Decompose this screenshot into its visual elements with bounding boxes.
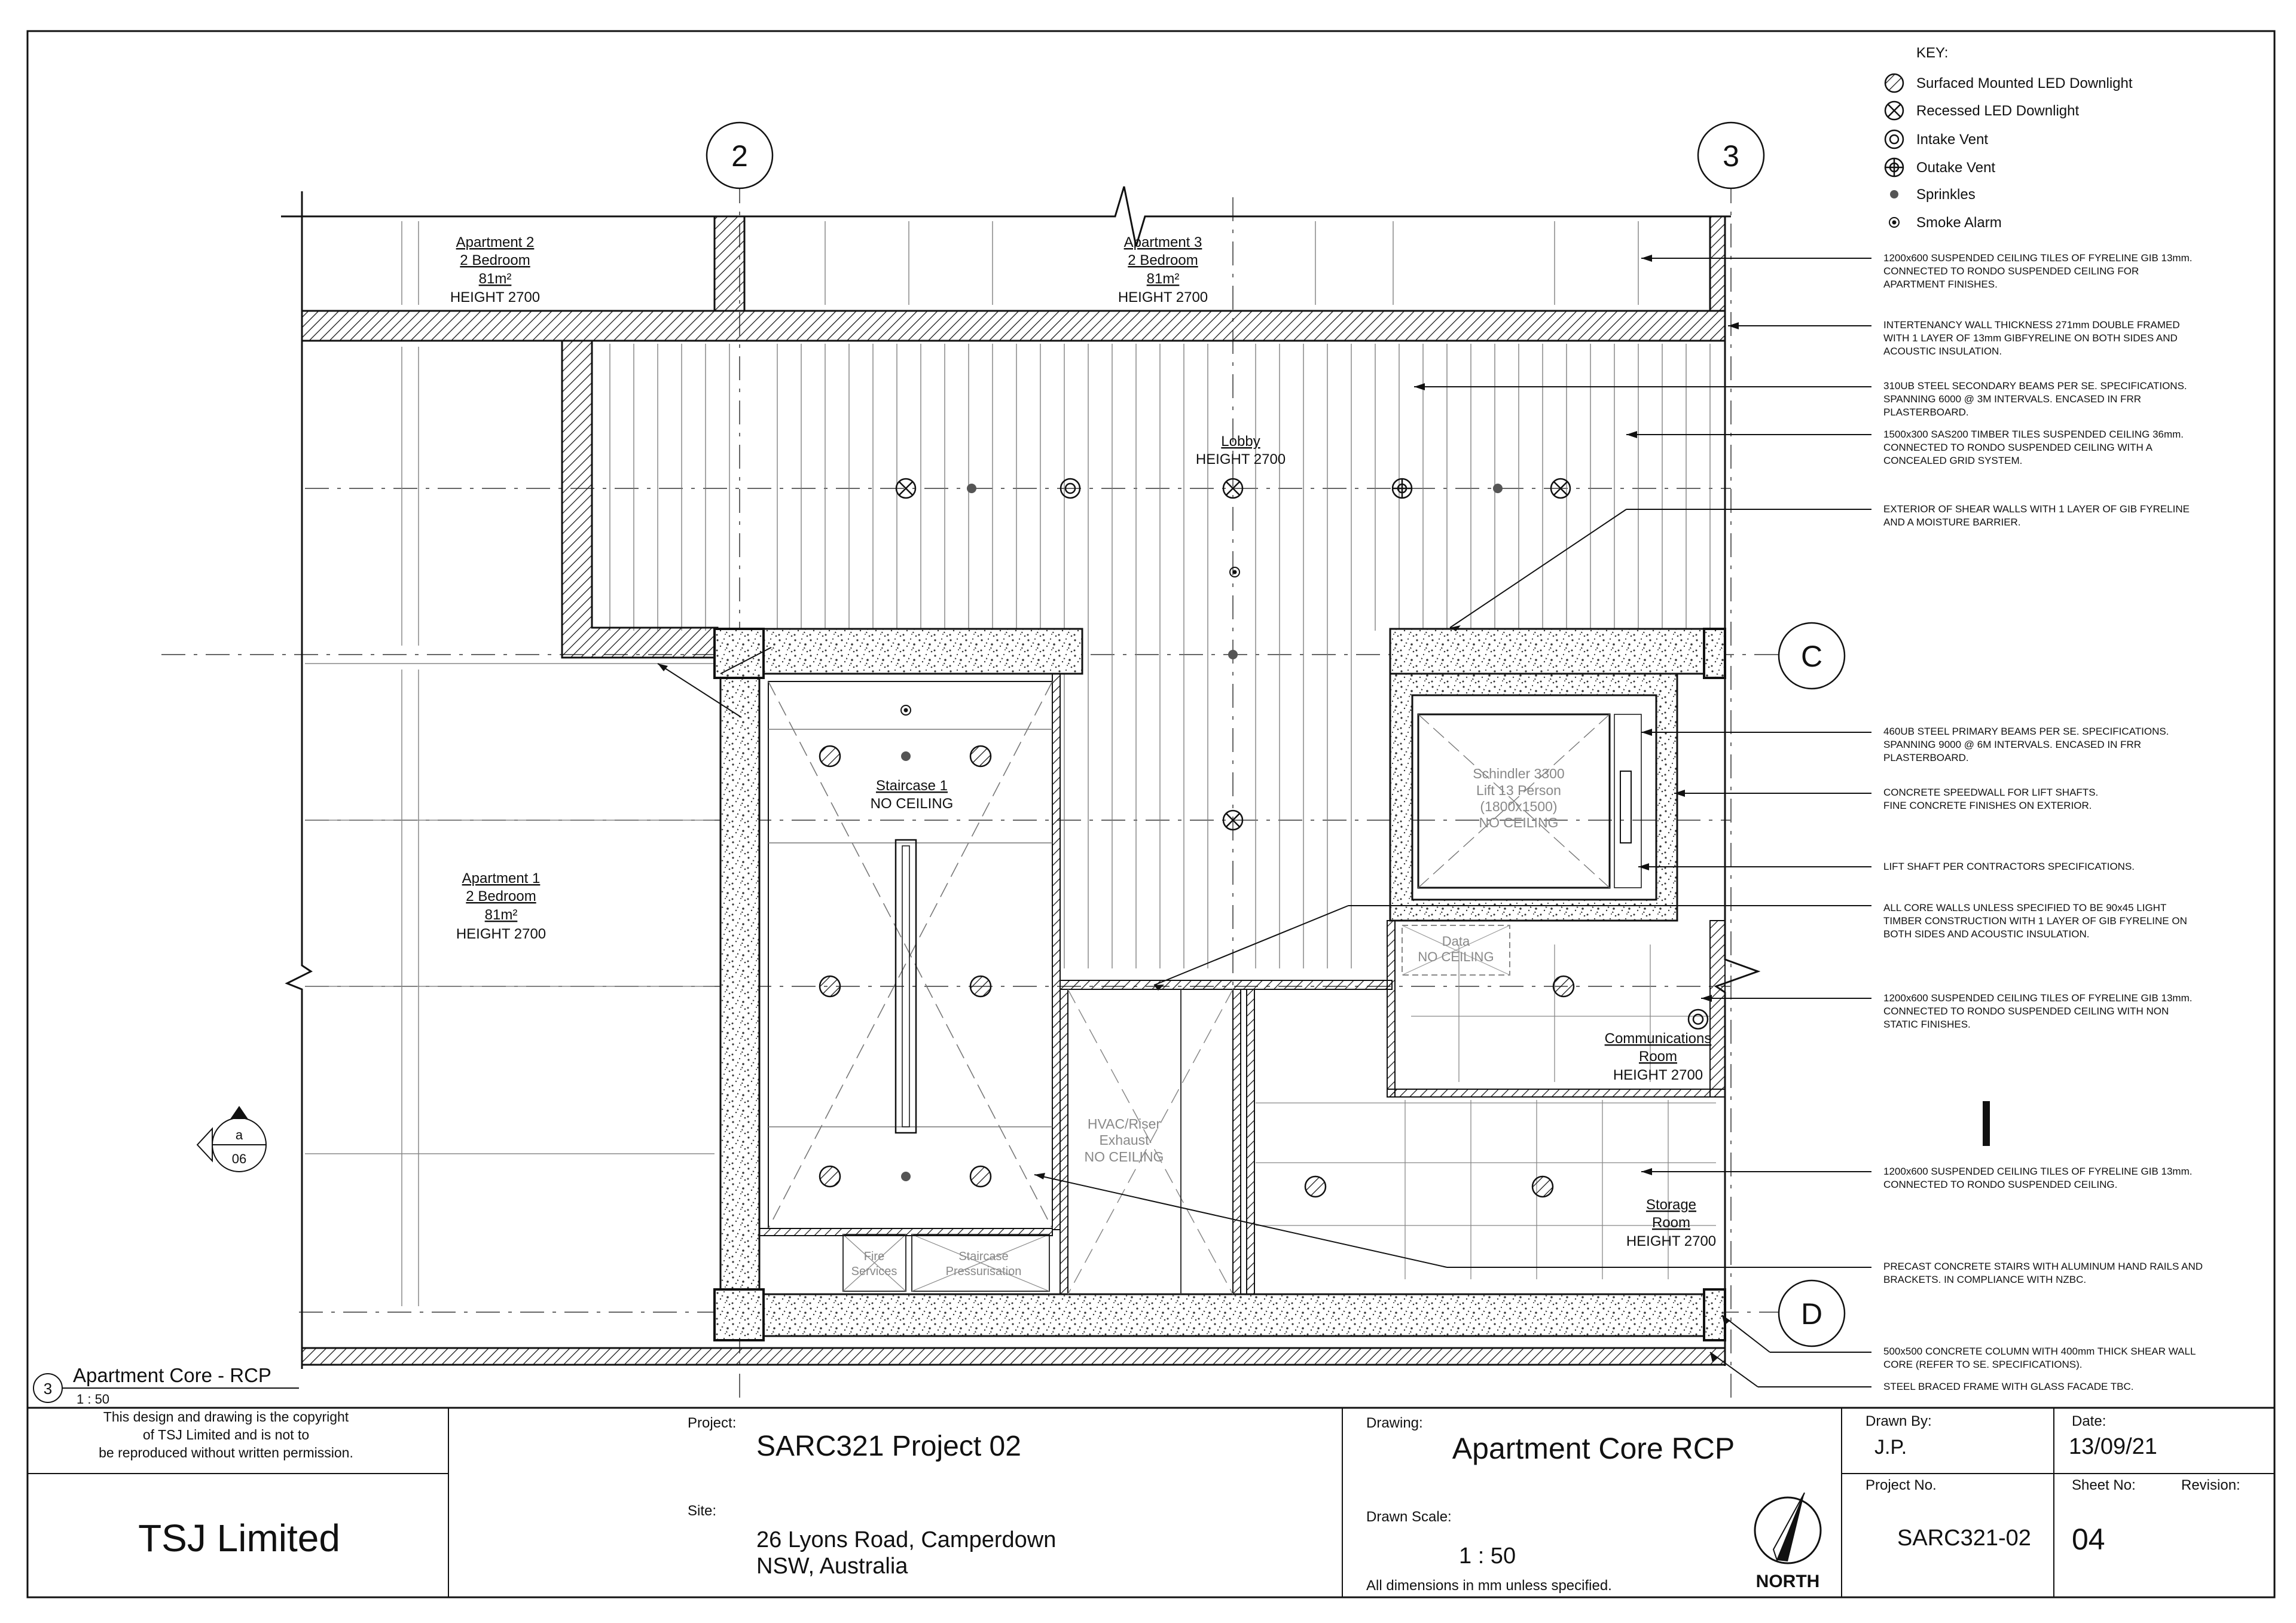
sprinkle-icon [1890,190,1898,198]
surface-led-icon [970,746,991,766]
staircase-inner-wall-right [1052,674,1060,1230]
section-marker-bottom: 06 [231,1151,247,1166]
room-line: Room [1651,1215,1691,1231]
sprinkle-icon [967,484,976,493]
grid-bubble-3-label: 3 [1723,139,1739,173]
note-line: 310UB STEEL SECONDARY BEAMS PER SE. SPECIFICATIONS. [1883,380,2187,392]
surface-led-icon [820,746,840,766]
legend-label: Sprinkles [1916,187,1976,203]
drawing-name: Apartment Core RCP [1452,1432,1735,1465]
copyright-line: This design and drawing is the copyright [103,1409,349,1425]
note-line: PLASTERBOARD. [1883,752,1969,763]
room-label-storage [1626,1197,1716,1249]
title-block [28,1408,2274,1597]
core-wall-bottom [715,1294,1707,1336]
room-label-lobby [1196,433,1286,467]
storage-grid [1256,945,1716,1279]
note-line: SPANNING 6000 @ 3M INTERVALS. ENCASED IN FRR [1883,393,2142,405]
floor-plan [161,123,1990,1405]
room-line: NO CEILING [870,796,954,812]
project-name: SARC321 Project 02 [756,1431,1021,1462]
grid-bubble-2-label: 2 [731,139,748,173]
note-line: WITH 1 LAYER OF 13mm GIBFYRELINE ON BOTH SIDES AND [1883,332,2178,344]
north-arrow-icon [1755,1493,1821,1563]
room-line: Room [1638,1049,1678,1065]
staircase-diagonals [768,681,1052,1228]
surface-led-icon [1553,976,1574,997]
note-line: 1500x300 SAS200 TIMBER TILES SUSPENDED CEILING 36mm. [1883,429,2184,440]
scale-value: 1 : 50 [1459,1543,1516,1569]
stair-wall-top [715,629,1082,674]
site-line2: NSW, Australia [756,1554,908,1579]
smoke-alarm-icon [1230,567,1239,577]
legend-row [1885,130,1988,148]
sheet-value: 04 [2072,1523,2105,1556]
note-line: 460UB STEEL PRIMARY BEAMS PER SE. SPECIFICATIONS. [1883,726,2169,737]
note-line: PRECAST CONCRETE STAIRS WITH ALUMINUM HAND RAILS AND [1883,1261,2203,1272]
intake-vent-icon [1689,1010,1708,1029]
legend-title: KEY: [1916,45,1949,61]
break-line-left [287,956,311,1369]
hvac-wall-left [1060,989,1068,1294]
note-line: FINE CONCRETE FINISHES ON EXTERIOR. [1883,800,2092,811]
room-line: Services [851,1265,897,1278]
note-line: STEEL BRACED FRAME WITH GLASS FACADE TBC. [1883,1381,2134,1392]
legend-row [1885,74,2133,92]
room-line: 81m² [478,271,512,287]
grid-bubble-d [1779,1280,1845,1346]
intertenancy-wall-col3 [1710,216,1725,311]
intake-vent-icon [1885,130,1903,148]
note-line: APARTMENT FINISHES. [1883,279,1998,290]
sprinkle-icon [1228,650,1238,659]
room-label-apartment-2 [450,234,540,305]
room-label-apartment-1 [456,870,546,942]
legend [1885,45,2133,231]
comms-wall-right [1710,921,1725,1097]
room-name: Communications [1604,1031,1712,1047]
note-line: ALL CORE WALLS UNLESS SPECIFIED TO BE 90x45 LIGHT [1883,902,2167,913]
section-marker [197,1106,266,1172]
comms-wall-left [1387,921,1395,1097]
note-line: 1200x600 SUSPENDED CEILING TILES OF FYRELINE GIB 13mm. [1883,1166,2193,1177]
legend-row [1885,158,1995,176]
sprinkle-icon [901,751,911,761]
note-line: BRACKETS. IN COMPLIANCE WITH NZBC. [1883,1274,2087,1285]
north-label: NORTH [1755,1572,1820,1591]
room-line: NO CEILING [1418,949,1494,964]
lift-wall-top [1390,629,1725,674]
intertenancy-wall-top [302,311,1725,341]
project-no-label: Project No. [1866,1477,1937,1493]
room-line: 81m² [1146,271,1180,287]
room-line: HEIGHT 2700 [1195,451,1286,467]
note-line: CORE (REFER TO SE. SPECIFICATIONS). [1883,1359,2083,1370]
room-label-hvac [1085,1116,1164,1164]
room-line: 2 Bedroom [1128,252,1198,268]
intake-vent-fixtures [1061,479,1708,1029]
hvac-wall-right [1233,989,1241,1294]
legend-label: Recessed LED Downlight [1916,103,2080,119]
room-name: Data [1442,934,1470,949]
note-line: BOTH SIDES AND ACOUSTIC INSULATION. [1883,928,2090,940]
room-line: HEIGHT 2700 [456,926,546,942]
smoke-alarm-icon [901,705,911,715]
note-line: TIMBER CONSTRUCTION WITH 1 LAYER OF GIB FYRELINE ON [1883,915,2187,927]
storage-wall-left [1247,989,1254,1294]
date-value: 13/09/21 [2069,1434,2157,1459]
column-c2 [715,629,764,678]
drawn-by-value: J.P. [1874,1436,1907,1459]
apartment1-wall [562,341,718,658]
section-cut-marker [1983,1101,1990,1146]
room-line: Lift 13 Person [1476,783,1561,798]
drawn-by-label: Drawn By: [1866,1413,1932,1429]
note-line: CONNECTED TO RONDO SUSPENDED CEILING WITH NON [1883,1005,2169,1017]
stair-wall-left [720,674,759,1301]
room-name: Fire [863,1250,885,1263]
apartment-grid [305,221,1638,1306]
room-line: HEIGHT 2700 [1613,1067,1703,1083]
project-label: Project: [688,1415,737,1431]
copyright-line: be reproduced without written permission. [99,1445,353,1460]
room-line: Exhaust [1099,1132,1149,1148]
note-line: STATIC FINISHES. [1883,1019,1971,1030]
sprinkle-icon [1493,484,1503,493]
legend-label: Smoke Alarm [1916,215,2002,231]
notes [1883,252,2203,1392]
note-line: INTERTENANCY WALL THICKNESS 271mm DOUBLE FRAMED [1883,319,2180,331]
legend-row [1885,102,2079,120]
column-d2 [715,1289,764,1340]
note-line: CONNECTED TO RONDO SUSPENDED CEILING. [1883,1179,2118,1190]
column-c3 [1704,629,1725,678]
view-title [33,1364,299,1407]
room-name: Staircase [958,1250,1009,1263]
room-name: Storage [1645,1197,1697,1213]
room-name: Schindler 3300 [1473,766,1565,781]
sheet-label: Sheet No: [2072,1477,2136,1493]
drawing-label: Drawing: [1366,1415,1423,1431]
dims-note: All dimensions in mm unless specified. [1366,1578,1612,1594]
room-line: 2 Bedroom [466,888,536,904]
room-name: Staircase 1 [875,778,948,794]
legend-label: Outake Vent [1916,160,1996,176]
project-no-value: SARC321-02 [1897,1526,2031,1551]
note-line: 500x500 CONCRETE COLUMN WITH 400mm THICK SHEAR WALL [1883,1346,2196,1357]
surface-led-icon [820,976,840,997]
room-label-apartment-3 [1118,234,1208,305]
legend-row [1889,215,2002,231]
grid-bubble-2 [707,123,773,188]
note-arrowheads [658,255,1739,1362]
room-name: Apartment 1 [462,870,541,887]
site-label: Site: [688,1503,717,1519]
view-scale: 1 : 50 [77,1392,110,1407]
smoke-alarm-icon [1889,218,1899,227]
room-line: (1800x1500) [1480,799,1558,814]
note-line: LIFT SHAFT PER CONTRACTORS SPECIFICATIONS. [1883,861,2135,872]
grid-bubble-3 [1698,123,1764,188]
room-line: HEIGHT 2700 [450,289,541,305]
copyright-line: of TSJ Limited and is not to [142,1427,310,1442]
revision-label: Revision: [2181,1477,2240,1493]
recessed-led-icon [1885,102,1903,120]
note-line: CONCRETE SPEEDWALL FOR LIFT SHAFTS. [1883,787,2099,798]
hvac-wall-top [1060,980,1392,989]
scale-label: Drawn Scale: [1366,1509,1452,1525]
room-name: Lobby [1221,433,1260,450]
note-line: 1200x600 SUSPENDED CEILING TILES OF FYRELINE GIB 13mm. [1883,992,2193,1004]
room-name: HVAC/Riser [1087,1116,1161,1132]
legend-label: Surfaced Mounted LED Downlight [1916,75,2133,91]
surface-led-icon [820,1166,840,1187]
outtake-vent-icon [1393,479,1412,498]
room-line: 81m² [484,907,518,923]
date-label: Date: [2072,1413,2106,1429]
room-name: Apartment 3 [1123,234,1202,250]
sprinkle-icon [901,1172,911,1181]
view-name: Apartment Core - RCP [73,1364,271,1386]
room-line: HEIGHT 2700 [1626,1233,1717,1249]
grid-bubble-d-label: D [1800,1297,1823,1331]
hvac-diagonals [1068,989,1233,1294]
note-line: ACOUSTIC INSULATION. [1883,346,2002,357]
room-label-communications [1605,1031,1712,1083]
grid-bubble-c [1779,623,1845,689]
surface-led-icon [970,1166,991,1187]
surface-led-icon [1532,1176,1553,1197]
lift-door [1620,771,1631,843]
room-line: NO CEILING [1084,1149,1164,1164]
legend-row [1890,187,1976,203]
room-label-lift [1473,766,1564,830]
note-line: CONNECTED TO RONDO SUSPENDED CEILING FOR [1883,265,2139,277]
note-line: CONCEALED GRID SYSTEM. [1883,455,2023,466]
small-room-wall [759,1228,1052,1236]
note-line: EXTERIOR OF SHEAR WALLS WITH 1 LAYER OF GIB FYRELINE [1883,503,2190,515]
room-line: Pressurisation [945,1265,1022,1278]
grid-bubble-c-label: C [1800,640,1823,673]
section-marker-top: a [235,1127,243,1142]
intertenancy-wall-col2 [715,216,744,311]
room-line: NO CEILING [1479,815,1559,830]
column-d3 [1704,1289,1725,1340]
surface-led-icon [970,976,991,997]
company-name: TSJ Limited [138,1517,340,1560]
note-line: CONNECTED TO RONDO SUSPENDED CEILING WITH A [1883,442,2152,453]
room-name: Apartment 2 [456,234,535,250]
lift-door-frame [1614,714,1641,888]
legend-label: Intake Vent [1916,132,1989,148]
view-number: 3 [43,1380,53,1398]
surface-led-icon [1885,74,1903,92]
room-label-staircase-1 [871,778,954,812]
note-line: 1200x600 SUSPENDED CEILING TILES OF FYRELINE GIB 13mm. [1883,252,2193,264]
comms-wall-bottom [1387,1089,1725,1097]
surface-led-icon [1305,1176,1326,1197]
room-line: HEIGHT 2700 [1118,289,1208,305]
note-line: AND A MOISTURE BARRIER. [1883,516,2021,528]
site-line1: 26 Lyons Road, Camperdown [756,1527,1057,1552]
facade-wall-bottom [302,1348,1725,1365]
room-label-data [1418,934,1494,964]
room-label-fire-services [851,1250,897,1278]
note-line: SPANNING 9000 @ 6M INTERVALS. ENCASED IN FRR [1883,739,2142,750]
outtake-vent-icon [1885,158,1903,176]
room-line: 2 Bedroom [460,252,530,268]
note-line: PLASTERBOARD. [1883,406,1969,418]
surface-led-fixtures [820,746,1574,1197]
